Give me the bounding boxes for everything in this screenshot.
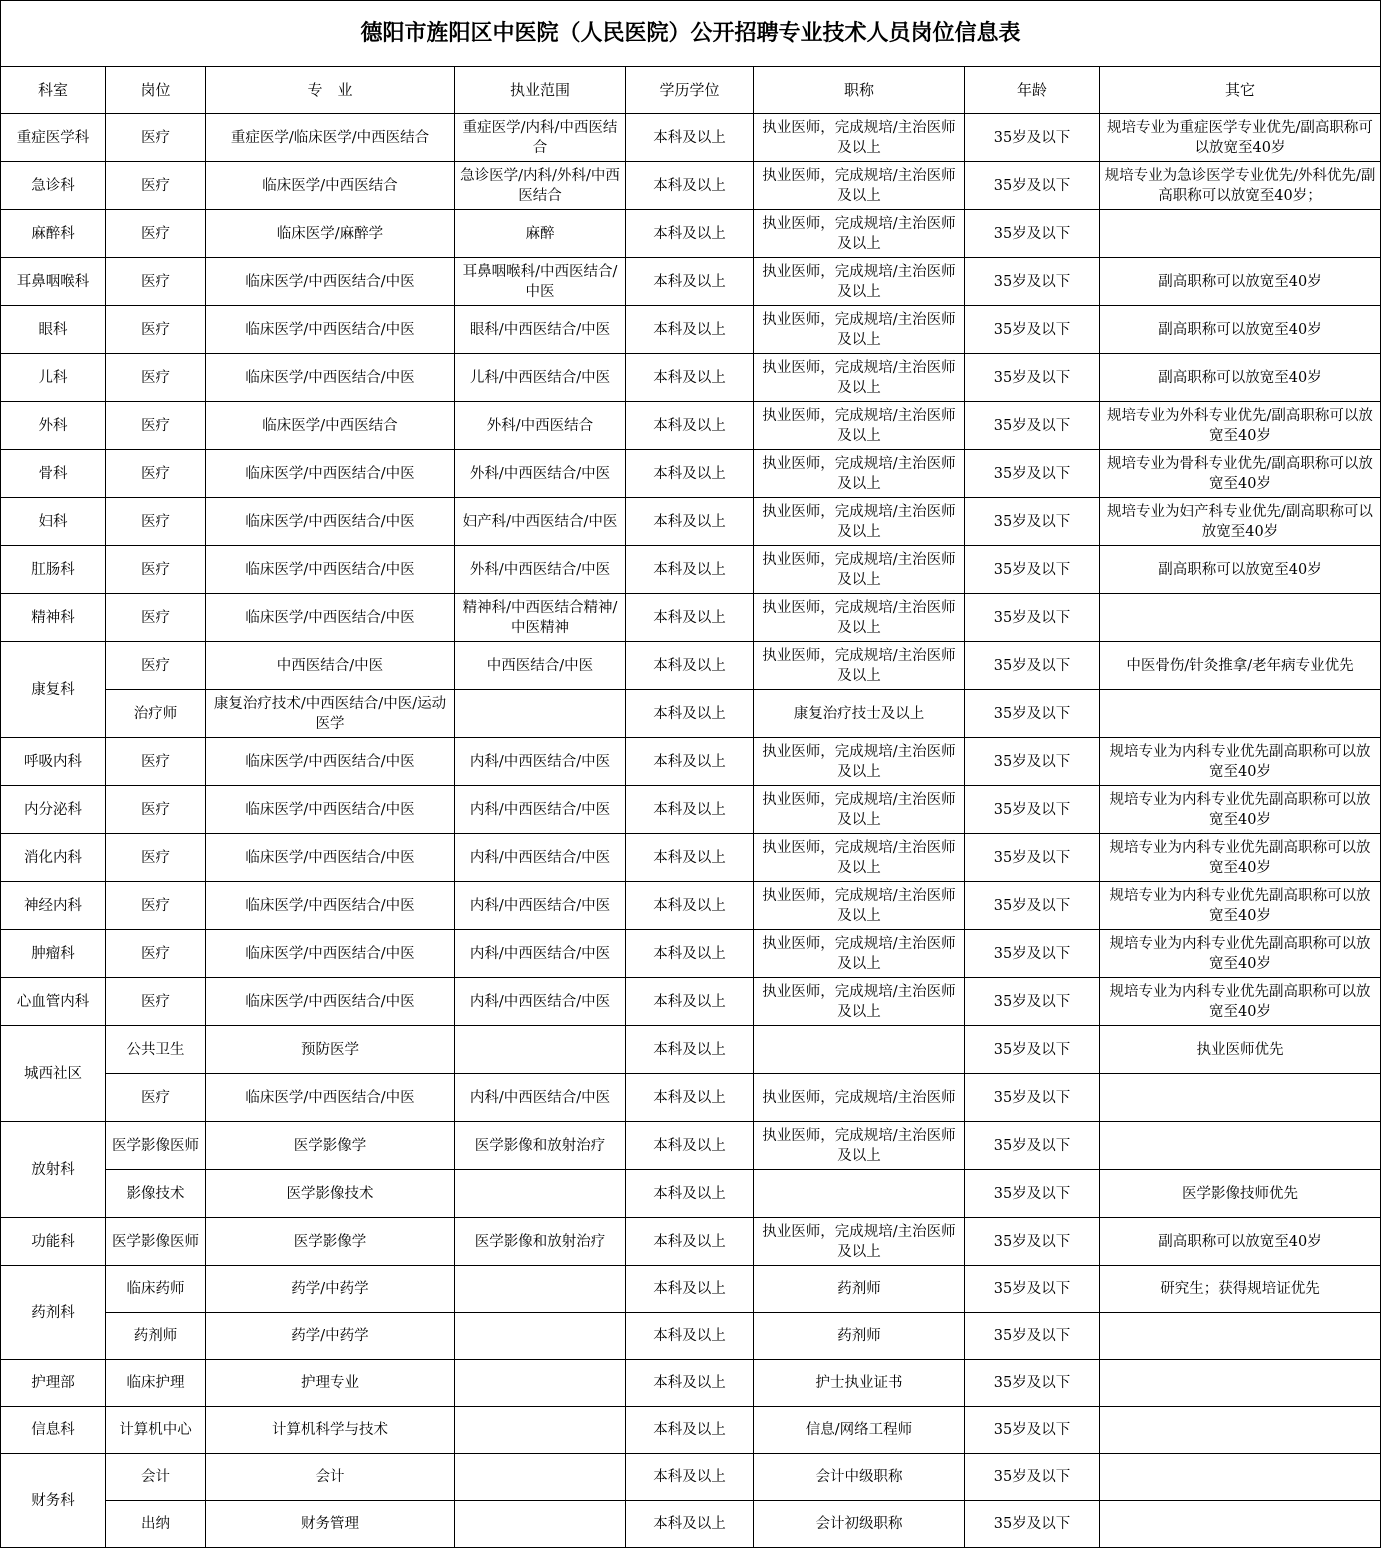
- table-row: [1, 1407, 1381, 1454]
- cell-edu: 本科及以上: [626, 1313, 754, 1360]
- cell-other: 副高职称可以放宽至40岁: [1100, 546, 1381, 594]
- cell-dept: 康复科: [1, 642, 106, 738]
- cell-post: 医疗: [106, 834, 206, 882]
- table-row: [1, 738, 1381, 786]
- cell-age: 35岁及以下: [965, 930, 1100, 978]
- cell-age: 35岁及以下: [965, 978, 1100, 1026]
- cell-edu: 本科及以上: [626, 210, 754, 258]
- cell-dept: 骨科: [1, 450, 106, 498]
- cell-major: 临床医学/中西医结合/中医: [206, 738, 455, 786]
- cell-major: 计算机科学与技术: [206, 1407, 455, 1454]
- table-body: [1, 114, 1381, 1548]
- cell-major: 临床医学/中西医结合/中医: [206, 306, 455, 354]
- cell-other: [1100, 1122, 1381, 1170]
- cell-edu: 本科及以上: [626, 1407, 754, 1454]
- cell-major: 医学影像学: [206, 1218, 455, 1266]
- cell-major: 财务管理: [206, 1501, 455, 1548]
- cell-edu: 本科及以上: [626, 1074, 754, 1122]
- cell-dept: 儿科: [1, 354, 106, 402]
- cell-title: 执业医师，完成规培/主治医师及以上: [754, 786, 965, 834]
- cell-major: 临床医学/中西医结合/中医: [206, 498, 455, 546]
- cell-title: 康复治疗技士及以上: [754, 690, 965, 738]
- cell-title: 执业医师，完成规培/主治医师及以上: [754, 162, 965, 210]
- cell-title: 执业医师，完成规培/主治医师及以上: [754, 498, 965, 546]
- cell-scope: 眼科/中西医结合/中医: [455, 306, 626, 354]
- cell-title: 执业医师，完成规培/主治医师及以上: [754, 1218, 965, 1266]
- cell-post: 临床护理: [106, 1360, 206, 1407]
- cell-other: 副高职称可以放宽至40岁: [1100, 1218, 1381, 1266]
- cell-scope: [455, 1026, 626, 1074]
- cell-post: 影像技术: [106, 1170, 206, 1218]
- cell-scope: 妇产科/中西医结合/中医: [455, 498, 626, 546]
- cell-major: 临床医学/中西医结合/中医: [206, 594, 455, 642]
- cell-post: 医疗: [106, 882, 206, 930]
- cell-title: 药剂师: [754, 1313, 965, 1360]
- table-row: [1, 690, 1381, 738]
- cell-age: 35岁及以下: [965, 498, 1100, 546]
- cell-title: 执业医师，完成规培/主治医师及以上: [754, 114, 965, 162]
- cell-post: 医疗: [106, 1074, 206, 1122]
- page-title: 德阳市旌阳区中医院（人民医院）公开招聘专业技术人员岗位信息表: [0, 0, 1381, 66]
- cell-major: 护理专业: [206, 1360, 455, 1407]
- cell-other: 规培专业为内科专业优先副高职称可以放宽至40岁: [1100, 834, 1381, 882]
- cell-post: 医疗: [106, 162, 206, 210]
- cell-scope: [455, 1266, 626, 1313]
- cell-scope: 外科/中西医结合/中医: [455, 546, 626, 594]
- cell-dept: 城西社区: [1, 1026, 106, 1122]
- cell-title: 执业医师，完成规培/主治医师及以上: [754, 642, 965, 690]
- cell-edu: 本科及以上: [626, 1454, 754, 1501]
- cell-dept: 肿瘤科: [1, 930, 106, 978]
- header-post: 岗位: [106, 67, 206, 114]
- cell-other: 规培专业为内科专业优先副高职称可以放宽至40岁: [1100, 978, 1381, 1026]
- cell-age: 35岁及以下: [965, 1074, 1100, 1122]
- table-row: [1, 882, 1381, 930]
- cell-scope: [455, 1170, 626, 1218]
- cell-other: 规培专业为妇产科专业优先/副高职称可以放宽至40岁: [1100, 498, 1381, 546]
- cell-major: 临床医学/中西医结合/中医: [206, 546, 455, 594]
- cell-major: 康复治疗技术/中西医结合/中医/运动医学: [206, 690, 455, 738]
- cell-edu: 本科及以上: [626, 882, 754, 930]
- cell-major: 临床医学/中西医结合/中医: [206, 354, 455, 402]
- cell-scope: 内科/中西医结合/中医: [455, 786, 626, 834]
- cell-post: 会计: [106, 1454, 206, 1501]
- positions-table: [0, 66, 1381, 1548]
- cell-post: 出纳: [106, 1501, 206, 1548]
- cell-major: 会计: [206, 1454, 455, 1501]
- header-scope: 执业范围: [455, 67, 626, 114]
- cell-edu: 本科及以上: [626, 786, 754, 834]
- cell-major: 临床医学/中西医结合: [206, 162, 455, 210]
- cell-dept: 耳鼻咽喉科: [1, 258, 106, 306]
- cell-edu: 本科及以上: [626, 306, 754, 354]
- cell-dept: 急诊科: [1, 162, 106, 210]
- cell-post: 医疗: [106, 258, 206, 306]
- header-title: 职称: [754, 67, 965, 114]
- cell-age: 35岁及以下: [965, 162, 1100, 210]
- cell-scope: 内科/中西医结合/中医: [455, 930, 626, 978]
- cell-edu: 本科及以上: [626, 690, 754, 738]
- header-edu: 学历学位: [626, 67, 754, 114]
- cell-scope: [455, 1454, 626, 1501]
- cell-age: 35岁及以下: [965, 114, 1100, 162]
- cell-title: 执业医师，完成规培/主治医师及以上: [754, 450, 965, 498]
- cell-scope: 内科/中西医结合/中医: [455, 882, 626, 930]
- cell-other: [1100, 690, 1381, 738]
- cell-title: [754, 1026, 965, 1074]
- cell-scope: 急诊医学/内科/外科/中西医结合: [455, 162, 626, 210]
- cell-major: 医学影像学: [206, 1122, 455, 1170]
- cell-post: 医疗: [106, 930, 206, 978]
- cell-post: 医疗: [106, 114, 206, 162]
- cell-scope: 内科/中西医结合/中医: [455, 978, 626, 1026]
- cell-dept: 放射科: [1, 1122, 106, 1218]
- table-row: [1, 786, 1381, 834]
- table-row: [1, 450, 1381, 498]
- cell-other: 中医骨伤/针灸推拿/老年病专业优先: [1100, 642, 1381, 690]
- cell-major: 中西医结合/中医: [206, 642, 455, 690]
- cell-other: 执业医师优先: [1100, 1026, 1381, 1074]
- cell-other: 规培专业为内科专业优先副高职称可以放宽至40岁: [1100, 786, 1381, 834]
- cell-other: 规培专业为内科专业优先副高职称可以放宽至40岁: [1100, 738, 1381, 786]
- cell-scope: 医学影像和放射治疗: [455, 1122, 626, 1170]
- cell-edu: 本科及以上: [626, 1501, 754, 1548]
- header-dept: 科室: [1, 67, 106, 114]
- cell-scope: [455, 1407, 626, 1454]
- cell-dept: 肛肠科: [1, 546, 106, 594]
- cell-age: 35岁及以下: [965, 1122, 1100, 1170]
- table-row: [1, 354, 1381, 402]
- cell-major: 临床医学/中西医结合/中医: [206, 834, 455, 882]
- cell-edu: 本科及以上: [626, 738, 754, 786]
- cell-post: 医疗: [106, 450, 206, 498]
- cell-dept: 重症医学科: [1, 114, 106, 162]
- cell-other: 规培专业为内科专业优先副高职称可以放宽至40岁: [1100, 882, 1381, 930]
- cell-title: 执业医师，完成规培/主治医师: [754, 1074, 965, 1122]
- cell-post: 公共卫生: [106, 1026, 206, 1074]
- cell-edu: 本科及以上: [626, 642, 754, 690]
- cell-edu: 本科及以上: [626, 1266, 754, 1313]
- cell-title: 执业医师，完成规培/主治医师及以上: [754, 402, 965, 450]
- cell-other: [1100, 1074, 1381, 1122]
- cell-major: 预防医学: [206, 1026, 455, 1074]
- table-row: [1, 546, 1381, 594]
- cell-age: 35岁及以下: [965, 690, 1100, 738]
- cell-post: 医疗: [106, 546, 206, 594]
- cell-post: 医疗: [106, 594, 206, 642]
- cell-age: 35岁及以下: [965, 1313, 1100, 1360]
- cell-scope: 外科/中西医结合: [455, 402, 626, 450]
- cell-post: 医疗: [106, 402, 206, 450]
- cell-age: 35岁及以下: [965, 1360, 1100, 1407]
- cell-scope: 儿科/中西医结合/中医: [455, 354, 626, 402]
- cell-other: [1100, 210, 1381, 258]
- cell-dept: 麻醉科: [1, 210, 106, 258]
- table-row: [1, 1122, 1381, 1170]
- cell-edu: 本科及以上: [626, 258, 754, 306]
- table-row: [1, 978, 1381, 1026]
- cell-edu: 本科及以上: [626, 1170, 754, 1218]
- cell-other: 规培专业为外科专业优先/副高职称可以放宽至40岁: [1100, 402, 1381, 450]
- cell-scope: [455, 1313, 626, 1360]
- cell-major: 临床医学/中西医结合: [206, 402, 455, 450]
- cell-age: 35岁及以下: [965, 594, 1100, 642]
- cell-title: 执业医师，完成规培/主治医师及以上: [754, 258, 965, 306]
- cell-age: 35岁及以下: [965, 306, 1100, 354]
- cell-dept: 神经内科: [1, 882, 106, 930]
- cell-major: 临床医学/中西医结合/中医: [206, 786, 455, 834]
- cell-scope: [455, 1360, 626, 1407]
- cell-other: [1100, 594, 1381, 642]
- cell-major: 临床医学/中西医结合/中医: [206, 1074, 455, 1122]
- cell-post: 医疗: [106, 354, 206, 402]
- header-row: [1, 67, 1381, 114]
- table-row: [1, 210, 1381, 258]
- cell-post: 医疗: [106, 642, 206, 690]
- cell-age: 35岁及以下: [965, 1218, 1100, 1266]
- cell-post: 医疗: [106, 978, 206, 1026]
- cell-edu: 本科及以上: [626, 1218, 754, 1266]
- table-row: [1, 1218, 1381, 1266]
- cell-title: 执业医师，完成规培/主治医师及以上: [754, 738, 965, 786]
- cell-age: 35岁及以下: [965, 882, 1100, 930]
- cell-age: 35岁及以下: [965, 210, 1100, 258]
- cell-major: 临床医学/中西医结合/中医: [206, 258, 455, 306]
- table-row: [1, 306, 1381, 354]
- cell-edu: 本科及以上: [626, 1360, 754, 1407]
- cell-age: 35岁及以下: [965, 834, 1100, 882]
- cell-title: 会计初级职称: [754, 1501, 965, 1548]
- cell-other: 规培专业为重症医学专业优先/副高职称可以放宽至40岁: [1100, 114, 1381, 162]
- table-row: [1, 1360, 1381, 1407]
- cell-dept: 护理部: [1, 1360, 106, 1407]
- table-row: [1, 1313, 1381, 1360]
- cell-age: 35岁及以下: [965, 1266, 1100, 1313]
- cell-title: 执业医师，完成规培/主治医师及以上: [754, 882, 965, 930]
- cell-scope: 内科/中西医结合/中医: [455, 834, 626, 882]
- table-row: [1, 834, 1381, 882]
- cell-post: 治疗师: [106, 690, 206, 738]
- cell-title: 执业医师，完成规培/主治医师及以上: [754, 834, 965, 882]
- table-row: [1, 1170, 1381, 1218]
- cell-other: 规培专业为内科专业优先副高职称可以放宽至40岁: [1100, 930, 1381, 978]
- cell-title: [754, 1170, 965, 1218]
- table-row: [1, 402, 1381, 450]
- cell-edu: 本科及以上: [626, 834, 754, 882]
- cell-other: 副高职称可以放宽至40岁: [1100, 258, 1381, 306]
- cell-edu: 本科及以上: [626, 498, 754, 546]
- cell-post: 药剂师: [106, 1313, 206, 1360]
- cell-title: 执业医师，完成规培/主治医师及以上: [754, 594, 965, 642]
- cell-title: 信息/网络工程师: [754, 1407, 965, 1454]
- cell-edu: 本科及以上: [626, 1122, 754, 1170]
- cell-title: 执业医师，完成规培/主治医师及以上: [754, 1122, 965, 1170]
- cell-age: 35岁及以下: [965, 642, 1100, 690]
- table-row: [1, 594, 1381, 642]
- cell-major: 药学/中药学: [206, 1313, 455, 1360]
- cell-title: 执业医师，完成规培/主治医师及以上: [754, 930, 965, 978]
- table-row: [1, 1501, 1381, 1548]
- cell-major: 临床医学/中西医结合/中医: [206, 930, 455, 978]
- table-row: [1, 258, 1381, 306]
- cell-dept: 财务科: [1, 1454, 106, 1548]
- cell-edu: 本科及以上: [626, 450, 754, 498]
- cell-dept: 信息科: [1, 1407, 106, 1454]
- cell-age: 35岁及以下: [965, 1454, 1100, 1501]
- header-major: 专 业: [206, 67, 455, 114]
- cell-dept: 消化内科: [1, 834, 106, 882]
- cell-major: 临床医学/中西医结合/中医: [206, 450, 455, 498]
- header-other: 其它: [1100, 67, 1381, 114]
- cell-dept: 眼科: [1, 306, 106, 354]
- cell-dept: 精神科: [1, 594, 106, 642]
- cell-post: 医疗: [106, 210, 206, 258]
- cell-title: 执业医师，完成规培/主治医师及以上: [754, 306, 965, 354]
- cell-age: 35岁及以下: [965, 1170, 1100, 1218]
- cell-major: 临床医学/中西医结合/中医: [206, 978, 455, 1026]
- table-row: [1, 1074, 1381, 1122]
- cell-title: 执业医师，完成规培/主治医师及以上: [754, 978, 965, 1026]
- cell-age: 35岁及以下: [965, 738, 1100, 786]
- cell-edu: 本科及以上: [626, 546, 754, 594]
- cell-scope: 医学影像和放射治疗: [455, 1218, 626, 1266]
- cell-post: 医疗: [106, 738, 206, 786]
- cell-scope: 内科/中西医结合/中医: [455, 1074, 626, 1122]
- cell-title: 执业医师，完成规培/主治医师及以上: [754, 354, 965, 402]
- cell-other: 副高职称可以放宽至40岁: [1100, 306, 1381, 354]
- cell-title: 执业医师，完成规培/主治医师及以上: [754, 210, 965, 258]
- cell-title: 护士执业证书: [754, 1360, 965, 1407]
- table-row: [1, 1026, 1381, 1074]
- cell-scope: 耳鼻咽喉科/中西医结合/中医: [455, 258, 626, 306]
- table-row: [1, 1266, 1381, 1313]
- table-row: [1, 114, 1381, 162]
- cell-title: 执业医师，完成规培/主治医师及以上: [754, 546, 965, 594]
- cell-other: 副高职称可以放宽至40岁: [1100, 354, 1381, 402]
- cell-major: 临床医学/麻醉学: [206, 210, 455, 258]
- cell-edu: 本科及以上: [626, 1026, 754, 1074]
- cell-edu: 本科及以上: [626, 162, 754, 210]
- cell-scope: 内科/中西医结合/中医: [455, 738, 626, 786]
- cell-scope: [455, 1501, 626, 1548]
- cell-age: 35岁及以下: [965, 450, 1100, 498]
- cell-edu: 本科及以上: [626, 978, 754, 1026]
- cell-title: 会计中级职称: [754, 1454, 965, 1501]
- cell-edu: 本科及以上: [626, 354, 754, 402]
- cell-major: 临床医学/中西医结合/中医: [206, 882, 455, 930]
- cell-post: 医学影像医师: [106, 1122, 206, 1170]
- cell-age: 35岁及以下: [965, 354, 1100, 402]
- cell-major: 重症医学/临床医学/中西医结合: [206, 114, 455, 162]
- cell-scope: 麻醉: [455, 210, 626, 258]
- cell-other: 规培专业为骨科专业优先/副高职称可以放宽至40岁: [1100, 450, 1381, 498]
- cell-other: [1100, 1454, 1381, 1501]
- cell-post: 医疗: [106, 786, 206, 834]
- table-row: [1, 498, 1381, 546]
- cell-title: 药剂师: [754, 1266, 965, 1313]
- cell-dept: 内分泌科: [1, 786, 106, 834]
- cell-age: 35岁及以下: [965, 402, 1100, 450]
- cell-edu: 本科及以上: [626, 930, 754, 978]
- cell-other: 规培专业为急诊医学专业优先/外科优先/副高职称可以放宽至40岁；: [1100, 162, 1381, 210]
- cell-scope: 精神科/中西医结合精神/中医精神: [455, 594, 626, 642]
- cell-dept: 妇科: [1, 498, 106, 546]
- cell-other: 医学影像技师优先: [1100, 1170, 1381, 1218]
- cell-post: 医学影像医师: [106, 1218, 206, 1266]
- cell-other: [1100, 1313, 1381, 1360]
- table-row: [1, 642, 1381, 690]
- cell-other: [1100, 1407, 1381, 1454]
- cell-age: 35岁及以下: [965, 1026, 1100, 1074]
- cell-edu: 本科及以上: [626, 114, 754, 162]
- table-row: [1, 1454, 1381, 1501]
- cell-major: 医学影像技术: [206, 1170, 455, 1218]
- cell-age: 35岁及以下: [965, 1407, 1100, 1454]
- cell-dept: 心血管内科: [1, 978, 106, 1026]
- cell-post: 计算机中心: [106, 1407, 206, 1454]
- cell-post: 医疗: [106, 498, 206, 546]
- cell-dept: 功能科: [1, 1218, 106, 1266]
- cell-age: 35岁及以下: [965, 546, 1100, 594]
- cell-other: [1100, 1360, 1381, 1407]
- cell-dept: 外科: [1, 402, 106, 450]
- cell-scope: 中西医结合/中医: [455, 642, 626, 690]
- cell-age: 35岁及以下: [965, 258, 1100, 306]
- cell-other: [1100, 1501, 1381, 1548]
- cell-edu: 本科及以上: [626, 402, 754, 450]
- table-row: [1, 162, 1381, 210]
- cell-major: 药学/中药学: [206, 1266, 455, 1313]
- cell-post: 医疗: [106, 306, 206, 354]
- cell-scope: 重症医学/内科/中西医结合: [455, 114, 626, 162]
- cell-dept: 药剂科: [1, 1266, 106, 1360]
- cell-age: 35岁及以下: [965, 786, 1100, 834]
- header-age: 年龄: [965, 67, 1100, 114]
- table-row: [1, 930, 1381, 978]
- cell-scope: [455, 690, 626, 738]
- cell-other: 研究生；获得规培证优先: [1100, 1266, 1381, 1313]
- cell-age: 35岁及以下: [965, 1501, 1100, 1548]
- cell-scope: 外科/中西医结合/中医: [455, 450, 626, 498]
- cell-post: 临床药师: [106, 1266, 206, 1313]
- cell-dept: 呼吸内科: [1, 738, 106, 786]
- cell-edu: 本科及以上: [626, 594, 754, 642]
